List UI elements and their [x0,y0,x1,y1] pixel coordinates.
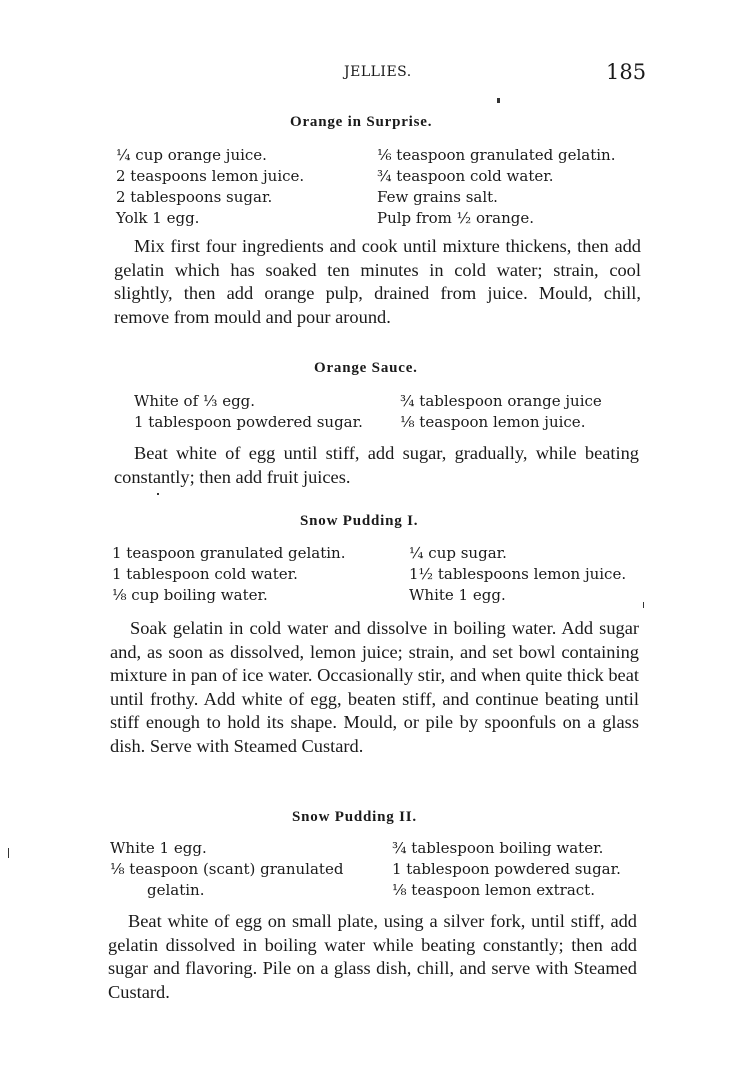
recipe-directions: Beat white of egg until stiff, add sugar, gradually, while beating constantly; then add fruit juices. [114,443,639,487]
ingredient-list-right [409,543,626,606]
ingredient: ⅛ teaspoon lemon extract. [392,881,595,899]
ingredient: Few grains salt. [377,188,498,206]
scan-speck [157,493,159,495]
ingredient: Yolk 1 egg. [116,209,200,227]
recipe-title-orange-in-surprise: Orange in Surprise. [290,114,433,130]
ingredient: ¼ cup sugar. [409,544,507,562]
ingredient: 1 teaspoon granulated gelatin. [112,544,346,562]
ingredient: ⅙ teaspoon granulated gelatin. [377,146,616,164]
ingredient: ⅛ teaspoon (scant) granulated [110,860,344,878]
scan-speck [497,98,500,103]
ingredient: gelatin. [147,881,205,899]
ingredient: White of ⅓ egg. [134,392,256,410]
ingredient: Pulp from ½ orange. [377,209,535,227]
ingredient: 1 tablespoon powdered sugar. [134,413,363,431]
recipe-title-orange-sauce: Orange Sauce. [314,360,418,376]
ingredient: ¾ tablespoon boiling water. [392,839,604,857]
ingredient-list-right [377,145,615,229]
running-head: JELLIES. [344,64,412,80]
ingredient: 1½ tablespoons lemon juice. [409,565,627,583]
ingredient: 2 teaspoons lemon juice. [116,167,305,185]
scan-speck [643,602,644,608]
ingredient: ⅛ cup boiling water. [112,586,268,604]
ingredient-list-left [112,543,345,606]
recipe-directions: Beat white of egg on small plate, using a silver fork, until stiff, add gelatin dissolved in boiling water while beating constantly; then add sugar and flavoring. Pile on a glass dish, chill, and serve with Steamed Custard. [108,911,637,1002]
ingredient: 1 tablespoon cold water. [112,565,298,583]
ingredient: White 1 egg. [110,839,207,857]
ingredient: ¾ teaspoon cold water. [377,167,554,185]
ingredient: 1 tablespoon powdered sugar. [392,860,621,878]
recipe-title-snow-pudding-1: Snow Pudding I. [300,513,419,529]
page-number: 185 [606,60,647,84]
recipe-title-snow-pudding-2: Snow Pudding II. [292,809,417,825]
recipe-directions: Mix first four ingredients and cook until mixture thickens, then add gelatin which has soaked ten minutes in cold water; strain, cool slightly, then add orange pulp, drained from juice. Mould, chill, remove from mould and pour around. [114,236,641,327]
ingredient: White 1 egg. [409,586,506,604]
recipe-directions: Soak gelatin in cold water and dissolve in boiling water. Add sugar and, as soon as dissolved, lemon juice; strain, and set bowl containing mixture in pan of ice water. Occasionally stir, and when quite thick beat until frothy. Add white of egg, beaten stiff, and continue beating until stiff enough to hold its shape. Mould, or pile by spoonfuls on a glass dish. Serve with Steamed Custard. [110,618,639,756]
ingredient: 2 tablespoons sugar. [116,188,273,206]
ingredient-list-left [116,145,304,229]
ingredient: ¼ cup orange juice. [116,146,267,164]
ingredient-list-right [392,838,621,901]
ingredient: ¾ tablespoon orange juice [400,392,602,410]
scan-speck [8,848,9,858]
ingredient-list-left [134,391,363,433]
ingredient-list-left [110,838,343,901]
ingredient-list-right [400,391,602,433]
ingredient: ⅛ teaspoon lemon juice. [400,413,586,431]
